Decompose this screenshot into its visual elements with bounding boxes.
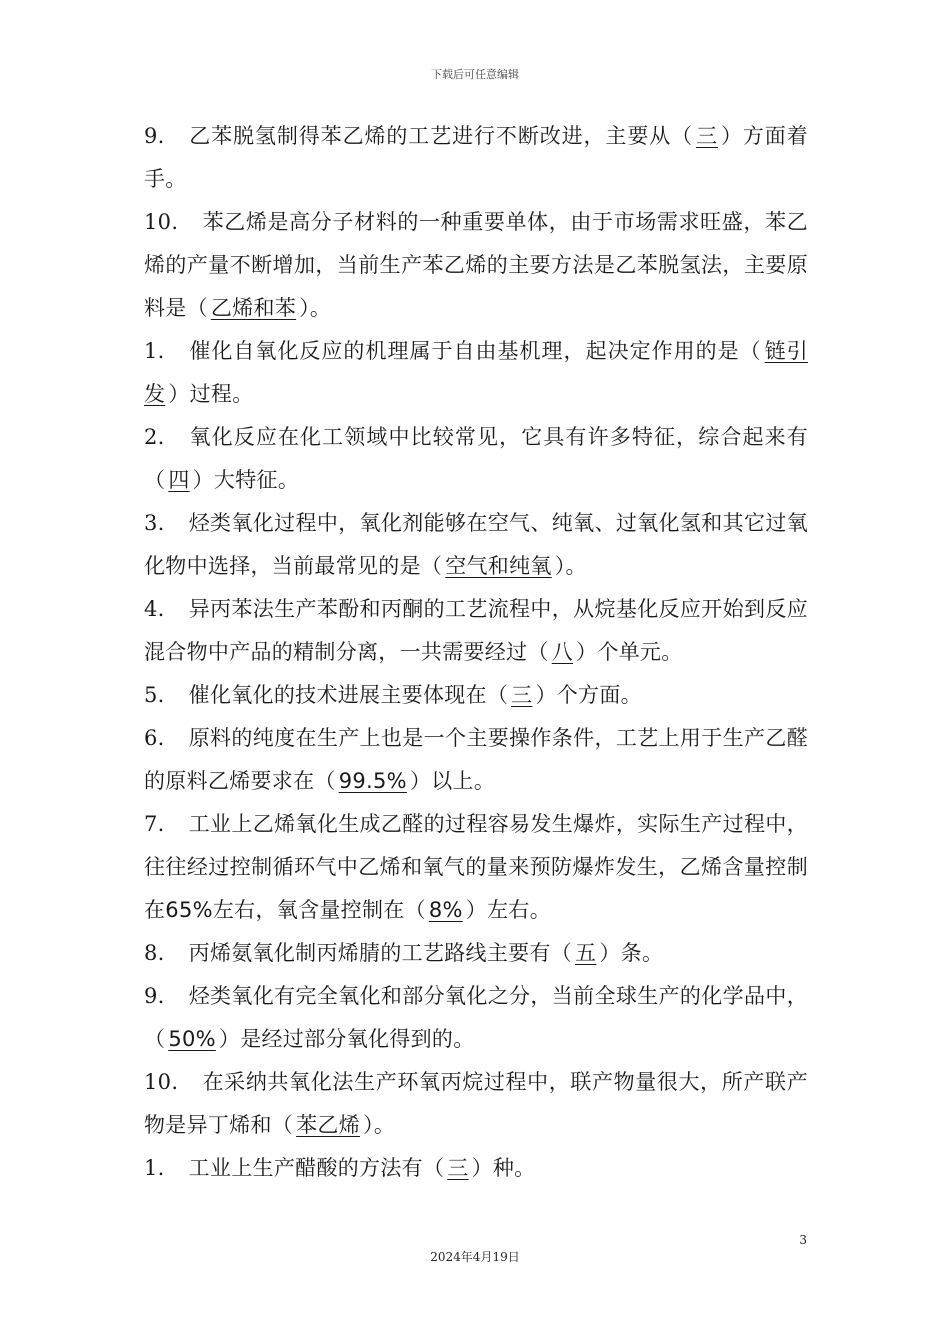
answer-blank: 八 — [551, 640, 574, 664]
question-item — [144, 115, 808, 201]
question-item — [144, 201, 808, 330]
question-text-tail: ）。 — [554, 554, 587, 578]
question-text: 氧化反应在化工领域中比较常见，它具有许多特征，综合起来有（ — [144, 425, 808, 492]
question-item — [144, 717, 808, 803]
question-text: 原料的纯度在生产上也是一个主要操作条件，工艺上用于生产乙醛的原料乙烯要求在（ — [144, 726, 808, 793]
question-text: 在采纳共氧化法生产环氧丙烷过程中，联产物量很大，所产联产物是异丁烯和（ — [144, 1070, 808, 1137]
question-text-tail: ）大特征。 — [192, 468, 300, 492]
question-item — [144, 803, 808, 932]
question-item — [144, 330, 808, 416]
question-number: 10. — [144, 1070, 179, 1094]
answer-blank: 四 — [168, 468, 190, 492]
question-number: 3. — [144, 511, 165, 535]
question-text-tail: ）个单元。 — [576, 640, 683, 664]
document-body — [144, 115, 808, 1190]
question-number: 9. — [144, 124, 165, 148]
answer-blank: 99.5% — [338, 769, 407, 793]
page-header: 下载后可任意编辑 — [431, 68, 519, 81]
answer-blank: 链引发 — [144, 339, 808, 406]
question-item — [144, 1147, 808, 1190]
question-number: 1. — [144, 339, 165, 363]
answer-blank: 50% — [168, 1027, 216, 1051]
question-item — [144, 975, 808, 1061]
question-text-tail: ）条。 — [599, 941, 664, 965]
answer-blank: 乙烯和苯 — [210, 296, 297, 320]
question-text-tail: ）。 — [363, 1113, 396, 1137]
question-text: 烃类氧化有完全氧化和部分氧化之分，当前全球生产的化学品中，（ — [144, 984, 808, 1051]
question-item — [144, 1061, 808, 1147]
question-text-tail: ）左右。 — [465, 898, 551, 922]
question-text-tail: ）以上。 — [409, 769, 496, 793]
question-text-tail: ）是经过部分氧化得到的。 — [218, 1027, 475, 1051]
question-number: 6. — [144, 726, 165, 750]
question-item — [144, 502, 808, 588]
question-text-tail: ）过程。 — [168, 382, 254, 406]
question-text: 丙烯氨氧化制丙烯腈的工艺路线主要有（ — [188, 941, 573, 965]
answer-blank: 三 — [447, 1156, 469, 1180]
question-text-tail: ）方面着手。 — [144, 124, 808, 191]
question-number: 5. — [144, 683, 165, 707]
answer-blank: 8% — [428, 898, 463, 922]
question-text: 工业上生产醋酸的方法有（ — [188, 1156, 445, 1180]
question-item — [144, 588, 808, 674]
answer-blank: 五 — [575, 941, 597, 965]
footer-date: 2024年4月19日 — [430, 1250, 520, 1264]
question-text: 烃类氧化过程中，氧化剂能够在空气、纯氧、过氧化氢和其它过氧化物中选择，当前最常见的是（ — [144, 511, 808, 578]
question-number: 2. — [144, 425, 165, 449]
question-text: 工业上乙烯氧化生成乙醛的过程容易发生爆炸，实际生产过程中，往往经过控制循环气中乙烯和氧气的量来预防爆炸发生，乙烯含量控制在65%左右，氧含量控制在（ — [144, 812, 808, 922]
answer-blank: 三 — [511, 683, 533, 707]
question-text-tail: ）种。 — [471, 1156, 536, 1180]
answer-blank: 苯乙烯 — [296, 1113, 361, 1137]
question-text: 苯乙烯是高分子材料的一种重要单体，由于市场需求旺盛，苯乙烯的产量不断增加，当前生产苯乙烯的主要方法是乙苯脱氢法，主要原料是（ — [144, 210, 808, 320]
question-text-tail: ）个方面。 — [535, 683, 642, 707]
question-number: 4. — [144, 597, 165, 621]
question-item — [144, 416, 808, 502]
question-item — [144, 674, 808, 717]
question-number: 10. — [144, 210, 179, 234]
question-item — [144, 932, 808, 975]
question-text-tail: ）。 — [299, 296, 332, 320]
question-number: 7. — [144, 812, 165, 836]
question-number: 8. — [144, 941, 165, 965]
page-number: 3 — [799, 1233, 807, 1247]
question-text: 催化自氧化反应的机理属于自由基机理，起决定作用的是（ — [188, 339, 762, 363]
question-text: 乙苯脱氢制得苯乙烯的工艺进行不断改进，主要从（ — [188, 124, 694, 148]
question-number: 9. — [144, 984, 165, 1008]
question-text: 异丙苯法生产苯酚和丙酮的工艺流程中，从烷基化反应开始到反应混合物中产品的精制分离，一共需要经过（ — [144, 597, 808, 664]
answer-blank: 空气和纯氧 — [445, 554, 552, 578]
question-text: 催化氧化的技术进展主要体现在（ — [188, 683, 509, 707]
answer-blank: 三 — [696, 124, 718, 148]
question-number: 1. — [144, 1156, 165, 1180]
